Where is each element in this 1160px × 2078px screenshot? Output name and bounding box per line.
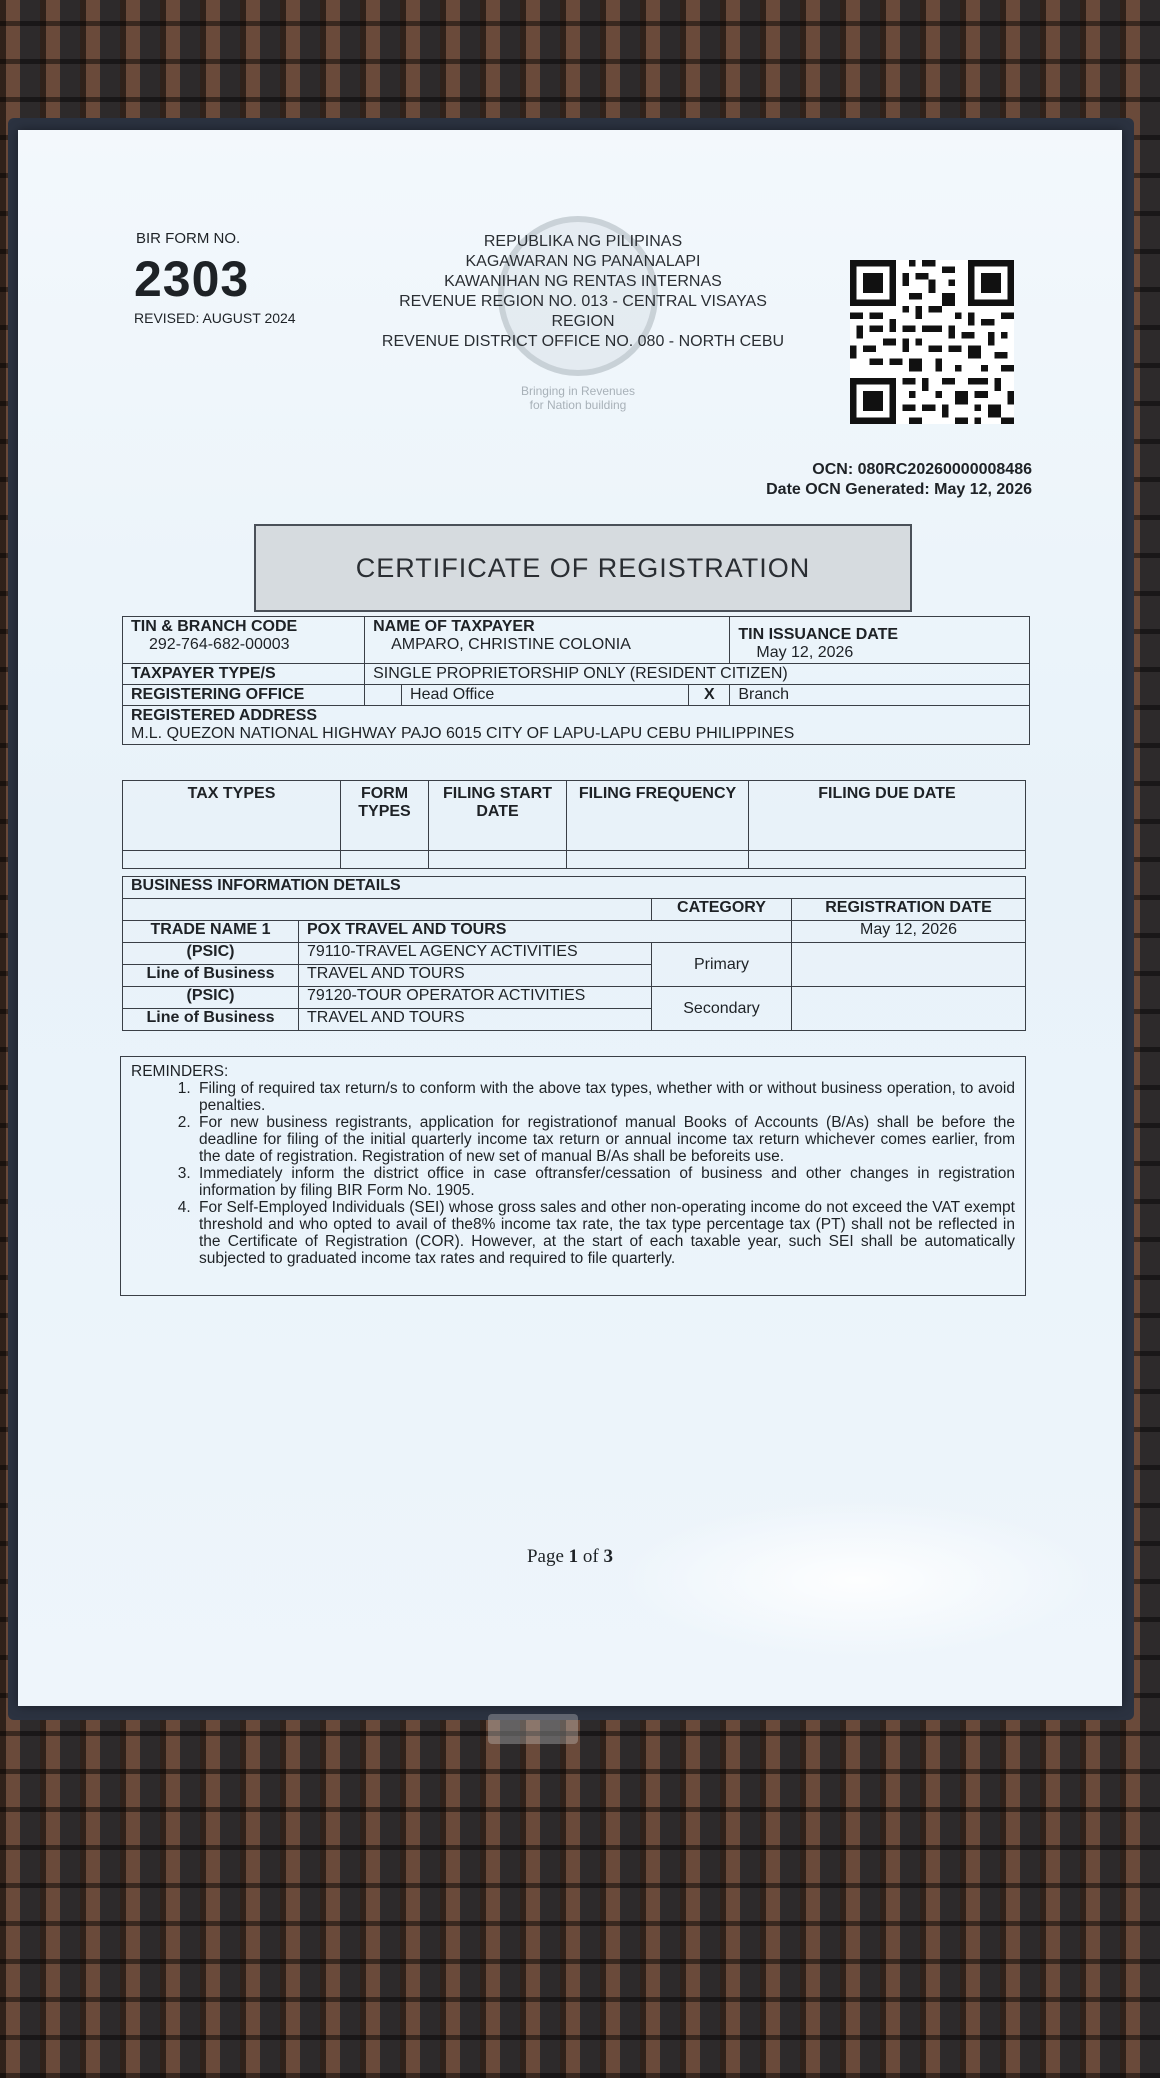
head-office-label: Head Office [402,685,689,706]
line-of-business-value: TRAVEL AND TOURS [299,965,652,987]
motto-line: for Nation building [529,398,627,412]
issuance-date-label: TIN ISSUANCE DATE [738,626,899,643]
agency-header [348,232,818,352]
form-number-label: BIR FORM NO. [136,230,241,247]
taxpayer-name-value: AMPARO, CHRISTINE COLONIA [391,636,631,653]
issuance-date-value: May 12, 2026 [756,644,854,661]
form-types-header: FORM TYPES [341,781,429,851]
tax-types-header: TAX TYPES [123,781,341,851]
registration-table [122,616,1030,745]
tax-cell [341,851,429,869]
trade-name-label: TRADE NAME 1 [123,921,299,943]
sleeve-glare [618,1500,1098,1660]
reminders-box [120,1056,1026,1296]
tax-cell [429,851,567,869]
taxpayer-name-label: NAME OF TAXPAYER [373,618,535,635]
address-label: REGISTERED ADDRESS [131,707,318,724]
category-value: Primary [652,943,792,987]
psic-value: 79110-TRAVEL AGENCY ACTIVITIES [299,943,652,965]
head-office-checkbox [365,685,402,706]
page-current: 1 [568,1546,579,1567]
line-of-business-label: Line of Business [123,965,299,987]
ocn-number: OCN: 080RC20260000008486 [812,461,1032,478]
certificate-sheet [18,130,1122,1706]
registering-office-label: REGISTERING OFFICE [123,685,365,706]
tax-cell [749,851,1026,869]
reminder-item: 3. Immediately inform the district office in case oftransfer/cessation of business and other changes in registration information by filing BIR Form No. 1905. [195,1165,1015,1199]
page-prefix: Page [526,1546,564,1567]
business-info-table [122,876,1026,1031]
taxpayer-name-cell [365,617,730,664]
ocn-block [766,460,1032,500]
reminders-label: REMINDERS: [131,1063,229,1080]
agency-line: REGION [551,313,615,330]
registration-date-header: REGISTRATION DATE [792,899,1026,921]
tax-types-table [122,780,1026,869]
page-total: 3 [603,1546,613,1567]
category-value: Secondary [652,987,792,1031]
reminder-item: 1. Filing of required tax return/s to conform with the above tax types, whether with or without business operation, to avoid penalties. [195,1080,1015,1114]
tin-value: 292-764-682-00003 [149,636,290,653]
tax-cell [567,851,749,869]
reminders-list [195,1080,1015,1267]
filing-due-header: FILING DUE DATE [749,781,1026,851]
taxpayer-type-label: TAXPAYER TYPE/S [123,664,365,685]
trade-name-value: POX TRAVEL AND TOURS [299,921,792,943]
reminder-item: 2. For new business registrants, application for registrationof manual Books of Accounts (B/As) shall be before the deadline for filing of the initial quarterly income tax return or annual income tax return whichever comes earlier, from the date of registration. Registration of new set of manual B/As shall be beforeits use. [195,1114,1015,1165]
blank-cell [792,943,1026,987]
taxpayer-type-value: SINGLE PROPRIETORSHIP ONLY (RESIDENT CITIZEN) [365,664,1030,685]
certificate-title: CERTIFICATE OF REGISTRATION [254,524,912,612]
psic-label: (PSIC) [123,987,299,1009]
agency-line: KAGAWARAN NG PANANALAPI [465,253,701,270]
ocn-date: Date OCN Generated: May 12, 2026 [766,481,1032,498]
form-number: 2303 [134,251,250,307]
reminder-item: 4. For Self-Employed Individuals (SEI) whose gross sales and other non-operating income do not exceed the VAT exempt threshold and who opted to avail of the8% income tax rate, the tax type percentage tax (PT) shall not be reflected in the Certificate of Registration (COR). However, at the start of each taxable year, such SEI shall be automatically subjected to graduated income tax rates and required to file quarterly. [195,1199,1015,1267]
registration-date-value: May 12, 2026 [792,921,1026,943]
seal-motto [498,384,658,412]
branch-checkbox: X [689,685,730,706]
issuance-date-cell [730,617,1030,664]
filing-frequency-header: FILING FREQUENCY [567,781,749,851]
agency-line: KAWANIHAN NG RENTAS INTERNAS [444,273,722,290]
motto-line: Bringing in Revenues [520,384,636,398]
agency-line: REPUBLIKA NG PILIPINAS [483,233,683,250]
category-header: CATEGORY [652,899,792,921]
form-revision: REVISED: AUGUST 2024 [134,310,296,326]
tin-cell [123,617,365,664]
filing-start-header: FILING START DATE [429,781,567,851]
line-of-business-label: Line of Business [123,1009,299,1031]
agency-line: REVENUE REGION NO. 013 - CENTRAL VISAYAS [399,293,767,310]
page-of: of [582,1546,599,1567]
psic-label: (PSIC) [123,943,299,965]
tax-cell [123,851,341,869]
business-section-label: BUSINESS INFORMATION DETAILS [123,877,1026,899]
agency-line: REVENUE DISTRICT OFFICE NO. 080 - NORTH CEBU [381,333,785,350]
qr-code-icon [850,260,1014,424]
psic-value: 79120-TOUR OPERATOR ACTIVITIES [299,987,652,1009]
branch-label: Branch [730,685,1030,706]
address-cell [123,706,1030,745]
blank-cell [792,987,1026,1031]
address-value: M.L. QUEZON NATIONAL HIGHWAY PAJO 6015 CITY OF LAPU-LAPU CEBU PHILIPPINES [131,725,795,742]
tin-label: TIN & BRANCH CODE [131,618,298,635]
sleeve-tab [488,1714,578,1744]
blank-cell [123,899,652,921]
line-of-business-value: TRAVEL AND TOURS [299,1009,652,1031]
